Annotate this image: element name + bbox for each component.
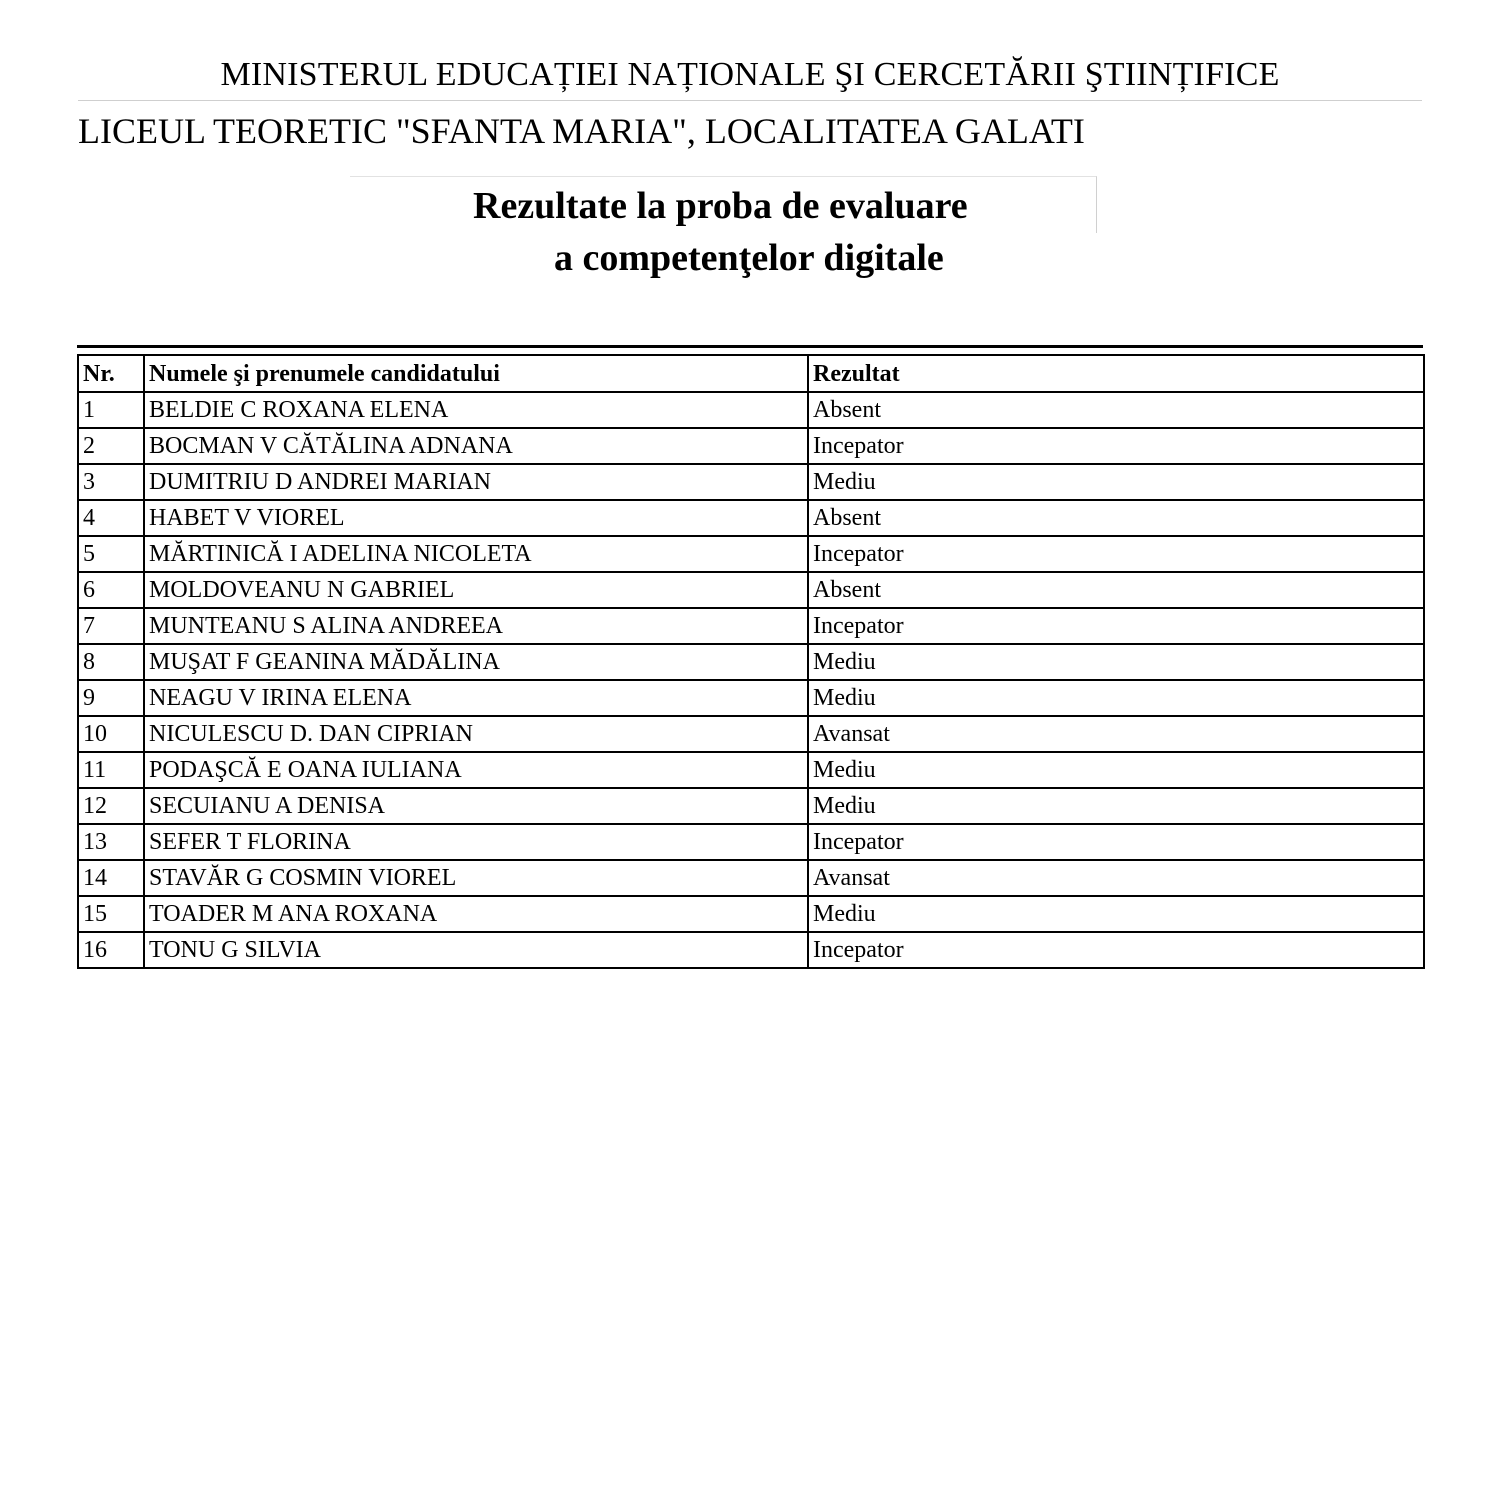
cell-nr: 9 (78, 680, 144, 716)
cell-result: Incepator (808, 536, 1424, 572)
table-row (78, 608, 1424, 644)
ministry-heading: MINISTERUL EDUCAȚIEI NAȚIONALE ŞI CERCETĂRII ŞTIINȚIFICE (220, 56, 1280, 93)
cell-result: Avansat (808, 716, 1424, 752)
results-table-body (78, 392, 1424, 968)
cell-name: MOLDOVEANU N GABRIEL (144, 572, 808, 608)
table-row (78, 824, 1424, 860)
table-row (78, 860, 1424, 896)
cell-nr: 15 (78, 896, 144, 932)
cell-nr: 7 (78, 608, 144, 644)
cell-result: Mediu (808, 464, 1424, 500)
cell-result: Incepator (808, 608, 1424, 644)
cell-name: PODAŞCĂ E OANA IULIANA (144, 752, 808, 788)
cell-result: Incepator (808, 932, 1424, 968)
cell-result: Absent (808, 392, 1424, 428)
table-row (78, 536, 1424, 572)
results-table (77, 354, 1425, 969)
cell-result: Mediu (808, 788, 1424, 824)
table-header-row (78, 355, 1424, 392)
cell-result: Absent (808, 500, 1424, 536)
cell-nr: 8 (78, 644, 144, 680)
cell-nr: 4 (78, 500, 144, 536)
cell-result: Absent (808, 572, 1424, 608)
document-title-line-1: Rezultate la proba de evaluare (473, 185, 968, 227)
cell-result: Incepator (808, 824, 1424, 860)
table-row (78, 392, 1424, 428)
cell-name: MĂRTINICĂ I ADELINA NICOLETA (144, 536, 808, 572)
cell-name: MUŞAT F GEANINA MĂDĂLINA (144, 644, 808, 680)
table-row (78, 464, 1424, 500)
cell-result: Incepator (808, 428, 1424, 464)
table-row (78, 896, 1424, 932)
header-divider (78, 100, 1422, 101)
cell-nr: 13 (78, 824, 144, 860)
cell-name: NEAGU V IRINA ELENA (144, 680, 808, 716)
table-row (78, 644, 1424, 680)
cell-nr: 3 (78, 464, 144, 500)
cell-name: SEFER T FLORINA (144, 824, 808, 860)
table-row (78, 428, 1424, 464)
cell-name: SECUIANU A DENISA (144, 788, 808, 824)
column-header-result: Rezultat (808, 355, 1424, 392)
column-header-name: Numele şi prenumele candidatului (144, 355, 808, 392)
cell-name: TONU G SILVIA (144, 932, 808, 968)
school-name: LICEUL TEORETIC "SFANTA MARIA", LOCALITATEA GALATI (78, 111, 1085, 151)
cell-name: TOADER M ANA ROXANA (144, 896, 808, 932)
table-row (78, 788, 1424, 824)
cell-name: DUMITRIU D ANDREI MARIAN (144, 464, 808, 500)
cell-result: Avansat (808, 860, 1424, 896)
cell-nr: 10 (78, 716, 144, 752)
cell-name: HABET V VIOREL (144, 500, 808, 536)
cell-nr: 1 (78, 392, 144, 428)
cell-nr: 2 (78, 428, 144, 464)
cell-name: MUNTEANU S ALINA ANDREEA (144, 608, 808, 644)
table-top-rule (77, 345, 1423, 348)
column-header-nr: Nr. (78, 355, 144, 392)
document-title-line-2: a competenţelor digitale (554, 237, 944, 279)
cell-nr: 11 (78, 752, 144, 788)
cell-name: BOCMAN V CĂTĂLINA ADNANA (144, 428, 808, 464)
table-row (78, 932, 1424, 968)
cell-result: Mediu (808, 680, 1424, 716)
cell-nr: 12 (78, 788, 144, 824)
cell-nr: 6 (78, 572, 144, 608)
table-row (78, 500, 1424, 536)
table-row (78, 680, 1424, 716)
cell-result: Mediu (808, 752, 1424, 788)
cell-name: BELDIE C ROXANA ELENA (144, 392, 808, 428)
cell-name: STAVĂR G COSMIN VIOREL (144, 860, 808, 896)
cell-result: Mediu (808, 896, 1424, 932)
table-row (78, 752, 1424, 788)
cell-nr: 5 (78, 536, 144, 572)
cell-result: Mediu (808, 644, 1424, 680)
cell-nr: 14 (78, 860, 144, 896)
cell-nr: 16 (78, 932, 144, 968)
cell-name: NICULESCU D. DAN CIPRIAN (144, 716, 808, 752)
table-row (78, 572, 1424, 608)
table-row (78, 716, 1424, 752)
